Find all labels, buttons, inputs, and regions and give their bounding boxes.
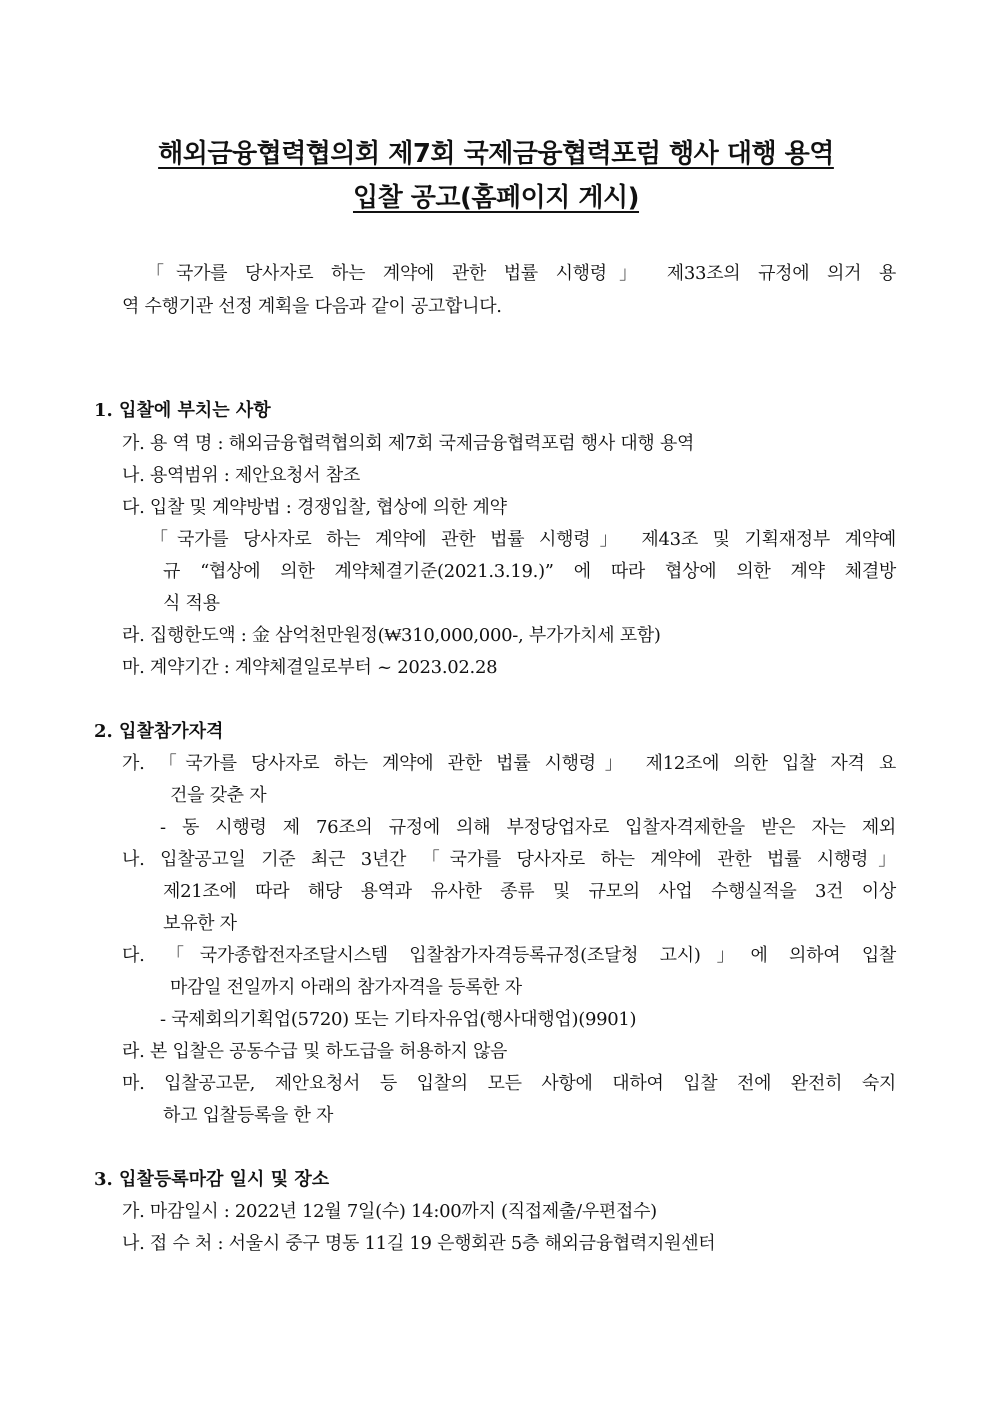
document-title-line2 [0, 183, 992, 213]
section2-item-ga-line2: 건을 갖춘 자 [170, 785, 267, 806]
section2-heading: 2. 입찰참가자격 [94, 721, 224, 742]
section2-item-ma-line1: 마. 입찰공고문, 제안요청서 등 입찰의 모든 사항에 대하여 입찰 전에 완전히 숙지 [122, 1073, 896, 1094]
section1-item-na: 나. 용역범위 : 제안요청서 참조 [122, 465, 360, 486]
section1-item-ma: 마. 계약기간 : 계약체결일로부터 ~ 2023.02.28 [122, 657, 498, 678]
section3-heading: 3. 입찰등록마감 일시 및 장소 [94, 1169, 330, 1190]
section1-item-da: 다. 입찰 및 계약방법 : 경쟁입찰, 협상에 의한 계약 [122, 497, 507, 518]
section2-item-da-registration: - 국제회의기획업(5720) 또는 기타자유업(행사대행업)(9901) [160, 1009, 637, 1030]
section1-heading: 1. 입찰에 부치는 사항 [94, 400, 271, 421]
section2-item-da-line2: 마감일 전일까지 아래의 참가자격을 등록한 자 [170, 977, 522, 998]
section2-item-ra: 라. 본 입찰은 공동수급 및 하도급을 허용하지 않음 [122, 1041, 508, 1062]
section1-da-note-line1: 「국가를 당사자로 하는 계약에 관한 법률 시행령」 제43조 및 기획재정부 계약예 [150, 529, 896, 550]
section2-item-ga-line1: 가. 「국가를 당사자로 하는 계약에 관한 법률 시행령」 제12조에 의한 입찰 자격 요 [122, 753, 896, 774]
intro-paragraph [122, 257, 896, 323]
section2-item-na-line3: 보유한 자 [163, 913, 237, 934]
document-title-line1 [0, 139, 992, 169]
intro-line1: 「국가를 당사자로 하는 계약에 관한 법률 시행령」 제33조의 규정에 의거 용 [146, 263, 896, 284]
section2-item-ga-exclusion: - 동 시행령 제 76조의 규정에 의해 부정당업자로 입찰자격제한을 받은 자는 제외 [160, 817, 896, 838]
title-text: 해외금융협력협의회 제7회 국제금융협력포럼 행사 대행 용역 [158, 139, 834, 169]
section2-item-na-line2: 제21조에 따라 해당 용역과 유사한 종류 및 규모의 사업 수행실적을 3건 이상 [163, 881, 896, 902]
section2-item-na-line1: 나. 입찰공고일 기준 최근 3년간 「국가를 당사자로 하는 계약에 관한 법률 시행령」 [122, 849, 896, 870]
section2-item-ma-line2: 하고 입찰등록을 한 자 [163, 1105, 334, 1126]
section1-da-note-line2: 규 “협상에 의한 계약체결기준(2021.3.19.)” 에 따라 협상에 의한 계약 체결방 [163, 561, 896, 582]
section1-item-ga: 가. 용 역 명 : 해외금융협력협의회 제7회 국제금융협력포럼 행사 대행 용역 [122, 433, 695, 454]
section1-item-ra: 라. 집행한도액 : 金 삼억천만원정(₩310,000,000-, 부가가치세 포함) [122, 625, 661, 646]
section3-item-ga: 가. 마감일시 : 2022년 12월 7일(수) 14:00까지 (직접제출/우편접수) [122, 1201, 657, 1222]
section1-da-note-line3: 식 적용 [163, 593, 220, 614]
subtitle-text: 입찰 공고(홈페이지 게시) [352, 183, 640, 213]
section2-item-da-line1: 다. 「국가종합전자조달시스템 입찰참가자격등록규정(조달청 고시)」에 의하여 입찰 [122, 945, 896, 966]
intro-line2: 역 수행기관 선정 계획을 다음과 같이 공고합니다. [122, 296, 502, 317]
section3-item-na: 나. 접 수 처 : 서울시 중구 명동 11길 19 은행회관 5층 해외금융협력지원센터 [122, 1233, 716, 1254]
